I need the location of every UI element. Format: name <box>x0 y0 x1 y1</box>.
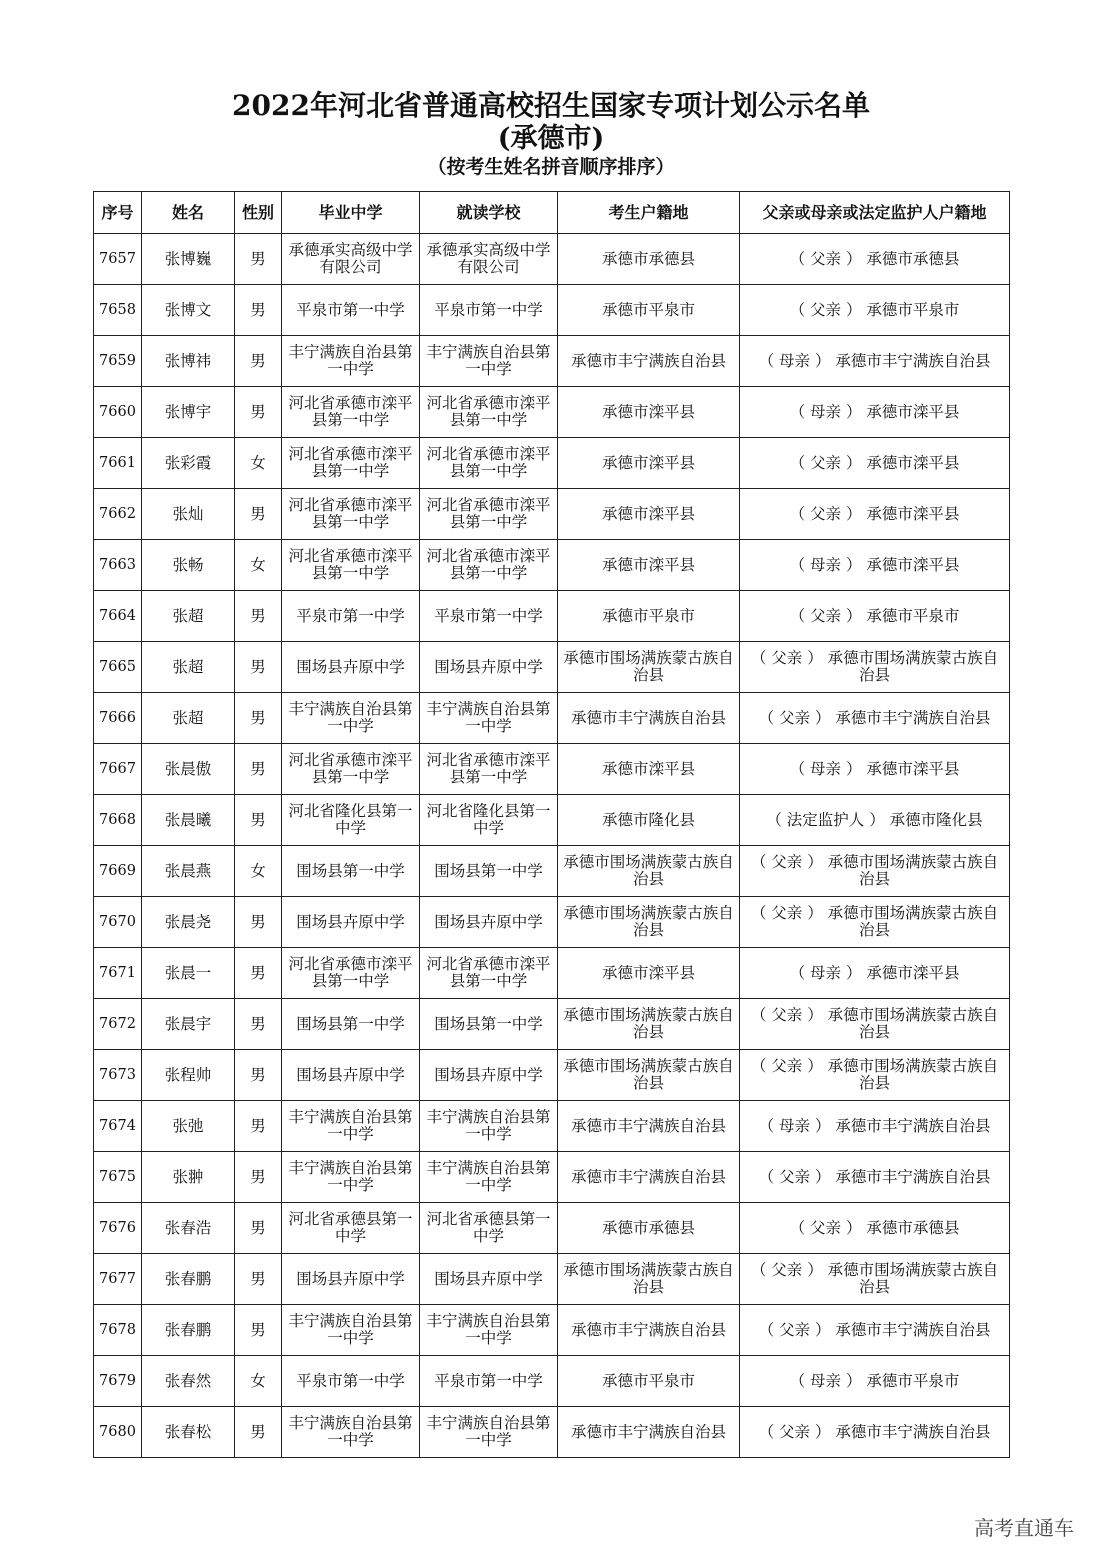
cell-seq: 7661 <box>94 438 142 489</box>
cell-student-household: 承德市平泉市 <box>558 285 740 336</box>
table-row <box>94 1203 1010 1254</box>
cell-graduated-school: 围场县第一中学 <box>282 846 420 897</box>
cell-student-household: 承德市滦平县 <box>558 744 740 795</box>
cell-guardian-household: （ 母亲 ） 承德市丰宁满族自治县 <box>740 336 1010 387</box>
cell-name: 张春然 <box>142 1356 235 1407</box>
cell-current-school: 丰宁满族自治县第一中学 <box>420 336 558 387</box>
cell-name: 张晨傲 <box>142 744 235 795</box>
cell-gender: 男 <box>235 1407 282 1458</box>
cell-gender: 男 <box>235 897 282 948</box>
table-row <box>94 999 1010 1050</box>
cell-student-household: 承德市滦平县 <box>558 540 740 591</box>
cell-gender: 男 <box>235 1101 282 1152</box>
table-row <box>94 336 1010 387</box>
cell-name: 张超 <box>142 642 235 693</box>
table-row <box>94 438 1010 489</box>
cell-graduated-school: 平泉市第一中学 <box>282 285 420 336</box>
cell-name: 张博文 <box>142 285 235 336</box>
cell-current-school: 平泉市第一中学 <box>420 1356 558 1407</box>
cell-gender: 女 <box>235 540 282 591</box>
cell-guardian-household: （ 父亲 ） 承德市平泉市 <box>740 285 1010 336</box>
table-row <box>94 1152 1010 1203</box>
cell-current-school: 围场县卉原中学 <box>420 897 558 948</box>
cell-name: 张博宇 <box>142 387 235 438</box>
cell-student-household: 承德市滦平县 <box>558 438 740 489</box>
table-row <box>94 387 1010 438</box>
cell-seq: 7669 <box>94 846 142 897</box>
cell-graduated-school: 丰宁满族自治县第一中学 <box>282 336 420 387</box>
table-row <box>94 1407 1010 1458</box>
cell-current-school: 河北省承德市滦平县第一中学 <box>420 744 558 795</box>
cell-seq: 7667 <box>94 744 142 795</box>
cell-guardian-household: （ 父亲 ） 承德市围场满族蒙古族自治县 <box>740 1254 1010 1305</box>
table-row <box>94 285 1010 336</box>
cell-student-household: 承德市围场满族蒙古族自治县 <box>558 1050 740 1101</box>
cell-student-household: 承德市滦平县 <box>558 489 740 540</box>
cell-name: 张程帅 <box>142 1050 235 1101</box>
cell-graduated-school: 河北省承德市滦平县第一中学 <box>282 744 420 795</box>
cell-guardian-household: （ 父亲 ） 承德市围场满族蒙古族自治县 <box>740 642 1010 693</box>
cell-gender: 男 <box>235 999 282 1050</box>
cell-guardian-household: （ 父亲 ） 承德市丰宁满族自治县 <box>740 693 1010 744</box>
col-header-student-household: 考生户籍地 <box>558 192 740 234</box>
cell-seq: 7662 <box>94 489 142 540</box>
cell-seq: 7670 <box>94 897 142 948</box>
cell-seq: 7668 <box>94 795 142 846</box>
cell-gender: 男 <box>235 285 282 336</box>
cell-name: 张晨曦 <box>142 795 235 846</box>
table-row <box>94 1050 1010 1101</box>
cell-guardian-household: （ 父亲 ） 承德市承德县 <box>740 234 1010 285</box>
cell-seq: 7671 <box>94 948 142 999</box>
table-row <box>94 234 1010 285</box>
cell-graduated-school: 平泉市第一中学 <box>282 1356 420 1407</box>
cell-current-school: 围场县第一中学 <box>420 999 558 1050</box>
cell-student-household: 承德市丰宁满族自治县 <box>558 1407 740 1458</box>
cell-gender: 男 <box>235 1050 282 1101</box>
cell-gender: 女 <box>235 1356 282 1407</box>
cell-current-school: 丰宁满族自治县第一中学 <box>420 1152 558 1203</box>
cell-guardian-household: （ 父亲 ） 承德市承德县 <box>740 1203 1010 1254</box>
cell-seq: 7677 <box>94 1254 142 1305</box>
cell-name: 张春浩 <box>142 1203 235 1254</box>
cell-student-household: 承德市滦平县 <box>558 387 740 438</box>
cell-current-school: 围场县第一中学 <box>420 846 558 897</box>
cell-gender: 女 <box>235 438 282 489</box>
cell-guardian-household: （ 母亲 ） 承德市滦平县 <box>740 387 1010 438</box>
cell-name: 张翀 <box>142 1152 235 1203</box>
cell-gender: 男 <box>235 234 282 285</box>
cell-name: 张畅 <box>142 540 235 591</box>
cell-seq: 7679 <box>94 1356 142 1407</box>
cell-current-school: 承德承实高级中学有限公司 <box>420 234 558 285</box>
cell-name: 张晨宇 <box>142 999 235 1050</box>
cell-current-school: 围场县卉原中学 <box>420 1254 558 1305</box>
cell-seq: 7660 <box>94 387 142 438</box>
cell-student-household: 承德市平泉市 <box>558 1356 740 1407</box>
table-row <box>94 489 1010 540</box>
table-row <box>94 1305 1010 1356</box>
cell-student-household: 承德市承德县 <box>558 1203 740 1254</box>
cell-seq: 7676 <box>94 1203 142 1254</box>
cell-student-household: 承德市围场满族蒙古族自治县 <box>558 642 740 693</box>
table-row <box>94 1101 1010 1152</box>
cell-current-school: 河北省承德市滦平县第一中学 <box>420 387 558 438</box>
cell-graduated-school: 丰宁满族自治县第一中学 <box>282 1305 420 1356</box>
page-subtitle: (承德市) <box>497 123 605 154</box>
cell-guardian-household: （ 母亲 ） 承德市滦平县 <box>740 948 1010 999</box>
cell-guardian-household: （ 父亲 ） 承德市围场满族蒙古族自治县 <box>740 999 1010 1050</box>
cell-gender: 男 <box>235 693 282 744</box>
cell-student-household: 承德市丰宁满族自治县 <box>558 1101 740 1152</box>
cell-guardian-household: （ 法定监护人 ） 承德市隆化县 <box>740 795 1010 846</box>
col-header-graduated-school: 毕业中学 <box>282 192 420 234</box>
student-table <box>93 191 1010 1458</box>
page-title: 2022年河北省普通高校招生国家专项计划公示名单 <box>232 89 870 122</box>
cell-guardian-household: （ 父亲 ） 承德市平泉市 <box>740 591 1010 642</box>
cell-graduated-school: 河北省承德市滦平县第一中学 <box>282 948 420 999</box>
cell-graduated-school: 河北省承德市滦平县第一中学 <box>282 540 420 591</box>
cell-guardian-household: （ 父亲 ） 承德市丰宁满族自治县 <box>740 1407 1010 1458</box>
sort-note: （按考生姓名拼音顺序排序） <box>427 156 675 178</box>
cell-current-school: 丰宁满族自治县第一中学 <box>420 1101 558 1152</box>
cell-guardian-household: （ 父亲 ） 承德市围场满族蒙古族自治县 <box>740 897 1010 948</box>
cell-graduated-school: 河北省承德市滦平县第一中学 <box>282 387 420 438</box>
cell-student-household: 承德市丰宁满族自治县 <box>558 1305 740 1356</box>
col-header-seq: 序号 <box>94 192 142 234</box>
cell-guardian-household: （ 父亲 ） 承德市滦平县 <box>740 489 1010 540</box>
cell-student-household: 承德市丰宁满族自治县 <box>558 693 740 744</box>
cell-guardian-household: （ 母亲 ） 承德市平泉市 <box>740 1356 1010 1407</box>
cell-seq: 7678 <box>94 1305 142 1356</box>
cell-current-school: 围场县卉原中学 <box>420 1050 558 1101</box>
cell-student-household: 承德市围场满族蒙古族自治县 <box>558 846 740 897</box>
cell-gender: 男 <box>235 1254 282 1305</box>
cell-guardian-household: （ 母亲 ） 承德市滦平县 <box>740 744 1010 795</box>
col-header-name: 姓名 <box>142 192 235 234</box>
cell-student-household: 承德市隆化县 <box>558 795 740 846</box>
cell-name: 张博巍 <box>142 234 235 285</box>
table-header-row <box>94 192 1010 234</box>
cell-graduated-school: 丰宁满族自治县第一中学 <box>282 1101 420 1152</box>
cell-current-school: 丰宁满族自治县第一中学 <box>420 693 558 744</box>
cell-graduated-school: 河北省隆化县第一中学 <box>282 795 420 846</box>
col-header-current-school: 就读学校 <box>420 192 558 234</box>
cell-gender: 男 <box>235 1305 282 1356</box>
cell-graduated-school: 承德承实高级中学有限公司 <box>282 234 420 285</box>
cell-name: 张春鹏 <box>142 1254 235 1305</box>
cell-seq: 7674 <box>94 1101 142 1152</box>
cell-current-school: 平泉市第一中学 <box>420 591 558 642</box>
col-header-gender: 性别 <box>235 192 282 234</box>
cell-gender: 男 <box>235 1152 282 1203</box>
cell-name: 张春鹏 <box>142 1305 235 1356</box>
table-row <box>94 693 1010 744</box>
cell-guardian-household: （ 父亲 ） 承德市围场满族蒙古族自治县 <box>740 846 1010 897</box>
cell-name: 张弛 <box>142 1101 235 1152</box>
col-header-guardian-household: 父亲或母亲或法定监护人户籍地 <box>740 192 1010 234</box>
table-row <box>94 846 1010 897</box>
cell-current-school: 河北省隆化县第一中学 <box>420 795 558 846</box>
cell-current-school: 围场县卉原中学 <box>420 642 558 693</box>
cell-seq: 7666 <box>94 693 142 744</box>
cell-graduated-school: 丰宁满族自治县第一中学 <box>282 693 420 744</box>
cell-seq: 7659 <box>94 336 142 387</box>
cell-seq: 7664 <box>94 591 142 642</box>
cell-current-school: 河北省承德市滦平县第一中学 <box>420 540 558 591</box>
cell-gender: 男 <box>235 795 282 846</box>
cell-gender: 男 <box>235 948 282 999</box>
table-row <box>94 591 1010 642</box>
cell-name: 张晨燕 <box>142 846 235 897</box>
cell-graduated-school: 丰宁满族自治县第一中学 <box>282 1407 420 1458</box>
cell-graduated-school: 河北省承德县第一中学 <box>282 1203 420 1254</box>
cell-gender: 女 <box>235 846 282 897</box>
cell-gender: 男 <box>235 336 282 387</box>
cell-graduated-school: 围场县卉原中学 <box>282 1254 420 1305</box>
cell-student-household: 承德市围场满族蒙古族自治县 <box>558 999 740 1050</box>
table-row <box>94 642 1010 693</box>
cell-gender: 男 <box>235 591 282 642</box>
cell-gender: 男 <box>235 744 282 795</box>
cell-name: 张博祎 <box>142 336 235 387</box>
table-row <box>94 1254 1010 1305</box>
cell-student-household: 承德市丰宁满族自治县 <box>558 1152 740 1203</box>
cell-seq: 7672 <box>94 999 142 1050</box>
cell-student-household: 承德市滦平县 <box>558 948 740 999</box>
cell-seq: 7673 <box>94 1050 142 1101</box>
cell-seq: 7663 <box>94 540 142 591</box>
cell-seq: 7658 <box>94 285 142 336</box>
cell-guardian-household: （ 父亲 ） 承德市丰宁满族自治县 <box>740 1305 1010 1356</box>
cell-graduated-school: 围场县卉原中学 <box>282 1050 420 1101</box>
table-row <box>94 948 1010 999</box>
cell-gender: 男 <box>235 489 282 540</box>
cell-student-household: 承德市围场满族蒙古族自治县 <box>558 1254 740 1305</box>
cell-student-household: 承德市承德县 <box>558 234 740 285</box>
cell-graduated-school: 平泉市第一中学 <box>282 591 420 642</box>
cell-current-school: 河北省承德市滦平县第一中学 <box>420 948 558 999</box>
cell-current-school: 丰宁满族自治县第一中学 <box>420 1407 558 1458</box>
cell-graduated-school: 河北省承德市滦平县第一中学 <box>282 438 420 489</box>
cell-current-school: 河北省承德市滦平县第一中学 <box>420 438 558 489</box>
cell-name: 张超 <box>142 693 235 744</box>
cell-graduated-school: 围场县卉原中学 <box>282 897 420 948</box>
cell-name: 张晨尧 <box>142 897 235 948</box>
table-row <box>94 1356 1010 1407</box>
cell-name: 张春松 <box>142 1407 235 1458</box>
cell-seq: 7680 <box>94 1407 142 1458</box>
cell-guardian-household: （ 父亲 ） 承德市滦平县 <box>740 438 1010 489</box>
cell-guardian-household: （ 父亲 ） 承德市丰宁满族自治县 <box>740 1152 1010 1203</box>
cell-current-school: 丰宁满族自治县第一中学 <box>420 1305 558 1356</box>
cell-gender: 男 <box>235 387 282 438</box>
watermark: 高考直通车 <box>974 1516 1074 1540</box>
cell-name: 张灿 <box>142 489 235 540</box>
cell-student-household: 承德市平泉市 <box>558 591 740 642</box>
cell-seq: 7675 <box>94 1152 142 1203</box>
cell-graduated-school: 河北省承德市滦平县第一中学 <box>282 489 420 540</box>
cell-name: 张彩霞 <box>142 438 235 489</box>
cell-seq: 7665 <box>94 642 142 693</box>
cell-guardian-household: （ 母亲 ） 承德市丰宁满族自治县 <box>740 1101 1010 1152</box>
cell-name: 张超 <box>142 591 235 642</box>
cell-guardian-household: （ 母亲 ） 承德市滦平县 <box>740 540 1010 591</box>
table-row <box>94 540 1010 591</box>
cell-graduated-school: 围场县第一中学 <box>282 999 420 1050</box>
cell-student-household: 承德市围场满族蒙古族自治县 <box>558 897 740 948</box>
cell-graduated-school: 围场县卉原中学 <box>282 642 420 693</box>
cell-current-school: 平泉市第一中学 <box>420 285 558 336</box>
cell-name: 张晨一 <box>142 948 235 999</box>
cell-gender: 男 <box>235 642 282 693</box>
table-row <box>94 744 1010 795</box>
table-row <box>94 795 1010 846</box>
table-row <box>94 897 1010 948</box>
cell-current-school: 河北省承德市滦平县第一中学 <box>420 489 558 540</box>
cell-graduated-school: 丰宁满族自治县第一中学 <box>282 1152 420 1203</box>
cell-seq: 7657 <box>94 234 142 285</box>
cell-guardian-household: （ 父亲 ） 承德市围场满族蒙古族自治县 <box>740 1050 1010 1101</box>
cell-student-household: 承德市丰宁满族自治县 <box>558 336 740 387</box>
cell-current-school: 河北省承德县第一中学 <box>420 1203 558 1254</box>
cell-gender: 男 <box>235 1203 282 1254</box>
